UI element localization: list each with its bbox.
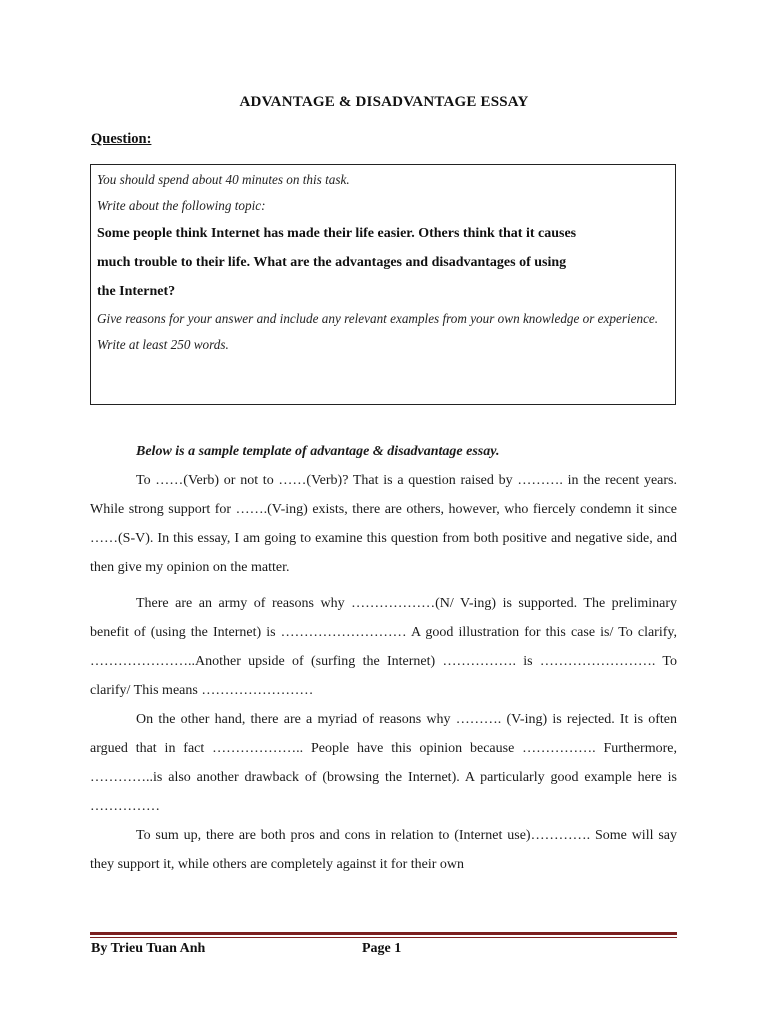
footer-author: By Trieu Tuan Anh bbox=[91, 941, 206, 956]
question-box bbox=[90, 164, 676, 405]
topic-line-3: the Internet? bbox=[97, 284, 176, 299]
essay-title: ADVANTAGE & DISADVANTAGE ESSAY bbox=[239, 94, 529, 110]
essay-template-body bbox=[90, 437, 677, 879]
paragraph-advantages: There are an army of reasons why ………………(N/ V-ing) is supported. The preliminary benefit of (using the Internet) is ……………………… A good illustration for this case is/ To clarify, …………………..Another upside of (surfing the Internet) ……………. is ……………………. To clarify/ This means …………………… bbox=[90, 596, 677, 698]
task-instruction-word-count: Write at least 250 words. bbox=[97, 337, 229, 352]
template-intro: Below is a sample template of advantage & disadvantage essay. bbox=[136, 444, 500, 459]
topic-line-2: much trouble to their life. What are the advantages and disadvantages of using bbox=[97, 255, 567, 270]
topic-line-1: Some people think Internet has made their life easier. Others think that it causes bbox=[97, 226, 577, 241]
task-instruction-reasons: Give reasons for your answer and include any relevant examples from your own knowledge or experience. bbox=[97, 311, 659, 326]
paragraph-conclusion: To sum up, there are both pros and cons in relation to (Internet use)…………. Some will say they support it, while others are completely against it for their own bbox=[90, 828, 677, 872]
question-label: Question: bbox=[91, 131, 152, 147]
task-instruction-time: You should spend about 40 minutes on this task. bbox=[97, 172, 350, 187]
footer-page-number: Page 1 bbox=[362, 941, 402, 956]
paragraph-disadvantages: On the other hand, there are a myriad of reasons why ………. (V-ing) is rejected. It is often argued that in fact ……………….. People have this opinion because ……………. Furthermore, …………..is also another drawback of (browsing the Internet). A particularly good example here is …………… bbox=[90, 712, 677, 814]
footer-rule-thick bbox=[90, 932, 677, 935]
task-instruction-topic: Write about the following topic: bbox=[97, 198, 266, 213]
footer-rule-thin bbox=[90, 937, 677, 938]
paragraph-introduction: To ……(Verb) or not to ……(Verb)? That is a question raised by ………. in the recent years. While strong support for …….(V-ing) exists, there are others, however, who fiercely condemn it since ……(S-V). In this essay, I am going to examine this question from both positive and negative side, and then give my opinion on the matter. bbox=[90, 473, 677, 575]
